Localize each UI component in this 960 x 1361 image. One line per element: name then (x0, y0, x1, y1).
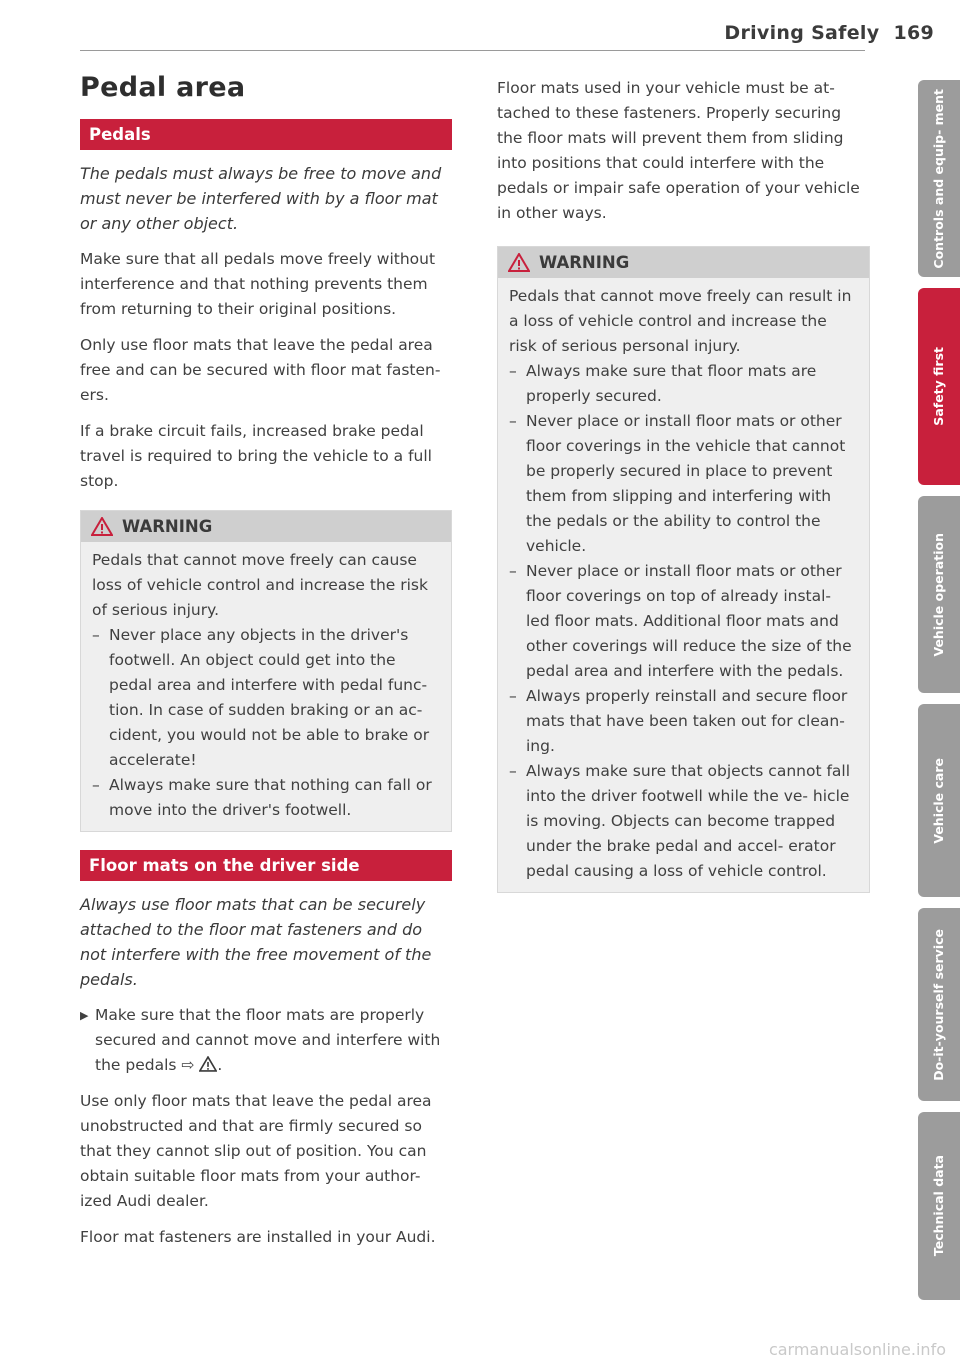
paragraph: Make sure that all pedals move freely without interference and that nothing prevents them from returning to their original positions. (80, 250, 436, 318)
warning-box (497, 246, 870, 893)
pedals-heading: Pedals (80, 119, 452, 150)
paragraph: Floor mat fasteners are installed in your Audi. (80, 1228, 436, 1246)
tab-safety-first[interactable] (918, 288, 960, 485)
warning-title: WARNING (122, 517, 213, 536)
warning-item: – Always make sure that nothing can fall or move into the driver's footwell. (92, 773, 440, 823)
warning-title: WARNING (539, 253, 630, 272)
tab-label: Technical data (931, 1155, 946, 1257)
warning-body (498, 278, 869, 892)
paragraph: If a brake circuit fails, increased brake pedal travel is required to bring the vehicle to a full stop. (80, 422, 432, 490)
floor-mats-heading: Floor mats on the driver side (80, 850, 452, 881)
running-header-title: Driving Safely (724, 22, 880, 44)
warning-text: Pedals that cannot move freely can cause loss of vehicle control and increase the risk of serious injury. (92, 551, 428, 619)
step-arrow-icon: ▶ (80, 1009, 89, 1022)
warning-item: – Never place or install floor mats or other floor coverings on top of already instal- led floor mats. Additional floor mats and other coverings will reduce the size of the pedal area and interfere with the pedals. (509, 559, 858, 684)
warning-header (81, 511, 451, 542)
watermark: carmanualsonline.info (768, 1340, 946, 1359)
warning-item: – Never place or install floor mats or other floor coverings in the vehicle that cannot be properly secured in place to prevent them from slipping and interfering with the pedals or the ability to control the vehicle. (509, 409, 858, 559)
tab-vehicle-operation[interactable] (918, 496, 960, 693)
right-column (497, 76, 870, 893)
instruction-step: ▶ Make sure that the floor mats are properly secured and cannot move and interfere with the pedals ⇨ . (80, 1003, 452, 1078)
warning-header (498, 247, 869, 278)
warning-list (509, 359, 858, 884)
step-text: Make sure that the floor mats are properly secured and cannot move and interfere with the pedals ⇨ (95, 1006, 441, 1074)
tab-label: Controls and equip- ment (931, 88, 946, 269)
warning-item: – Always make sure that objects cannot fall into the driver footwell while the ve- hicle is moving. Objects can become trapped under the brake pedal and accel- erator pedal causing a loss of vehicle control. (509, 759, 858, 884)
left-column (80, 72, 452, 1250)
pedals-intro: The pedals must always be free to move and must never be interfered with by a floor mat or any other object. (80, 164, 442, 233)
tab-label: Vehicle care (931, 757, 946, 844)
tab-do-it-yourself-service[interactable] (918, 908, 960, 1101)
tab-label: Safety first (931, 347, 946, 426)
warning-triangle-icon (91, 517, 113, 536)
warning-item: – Never place any objects in the driver's footwell. An object could get into the pedal area and interfere with pedal func- tion. In case of sudden braking or an ac- cident, you would not be able to brake or accelerate! (92, 623, 440, 773)
floor-mats-intro: Always use floor mats that can be securely attached to the floor mat fasteners and do not interfere with the free movement of the pedals. (80, 895, 432, 989)
paragraph: Floor mats used in your vehicle must be at- tached to these fasteners. Properly securing the floor mats will prevent them from sliding into positions that could interfere with the pedals or impair safe operation of your vehicle in other ways. (497, 79, 860, 222)
paragraph: Only use floor mats that leave the pedal area free and can be secured with floor mat fasten- ers. (80, 336, 441, 404)
tab-label: Do-it-yourself service (931, 928, 946, 1081)
warning-item: – Always make sure that floor mats are properly secured. (509, 359, 858, 409)
running-header (724, 22, 934, 44)
warning-box (80, 510, 452, 832)
warning-list (92, 623, 440, 823)
section-title: Pedal area (80, 72, 246, 103)
paragraph: Use only floor mats that leave the pedal area unobstructed and that are firmly secured so that they cannot slip out of position. You can obtain suitable floor mats from your author- ized Audi dealer. (80, 1092, 432, 1210)
warning-reference-icon[interactable] (199, 1056, 217, 1072)
warning-triangle-icon (508, 253, 530, 272)
warning-text: Pedals that cannot move freely can result in a loss of vehicle control and increase the risk of serious personal injury. (509, 287, 852, 355)
page-number: 169 (893, 22, 934, 44)
warning-body (81, 542, 451, 831)
tab-label: Vehicle operation (931, 532, 946, 657)
tab-controls-and-equipment[interactable] (918, 80, 960, 277)
tab-vehicle-care[interactable] (918, 704, 960, 897)
header-rule (80, 50, 865, 51)
warning-item: – Always properly reinstall and secure floor mats that have been taken out for clean- ing. (509, 684, 858, 759)
tab-technical-data[interactable] (918, 1112, 960, 1300)
